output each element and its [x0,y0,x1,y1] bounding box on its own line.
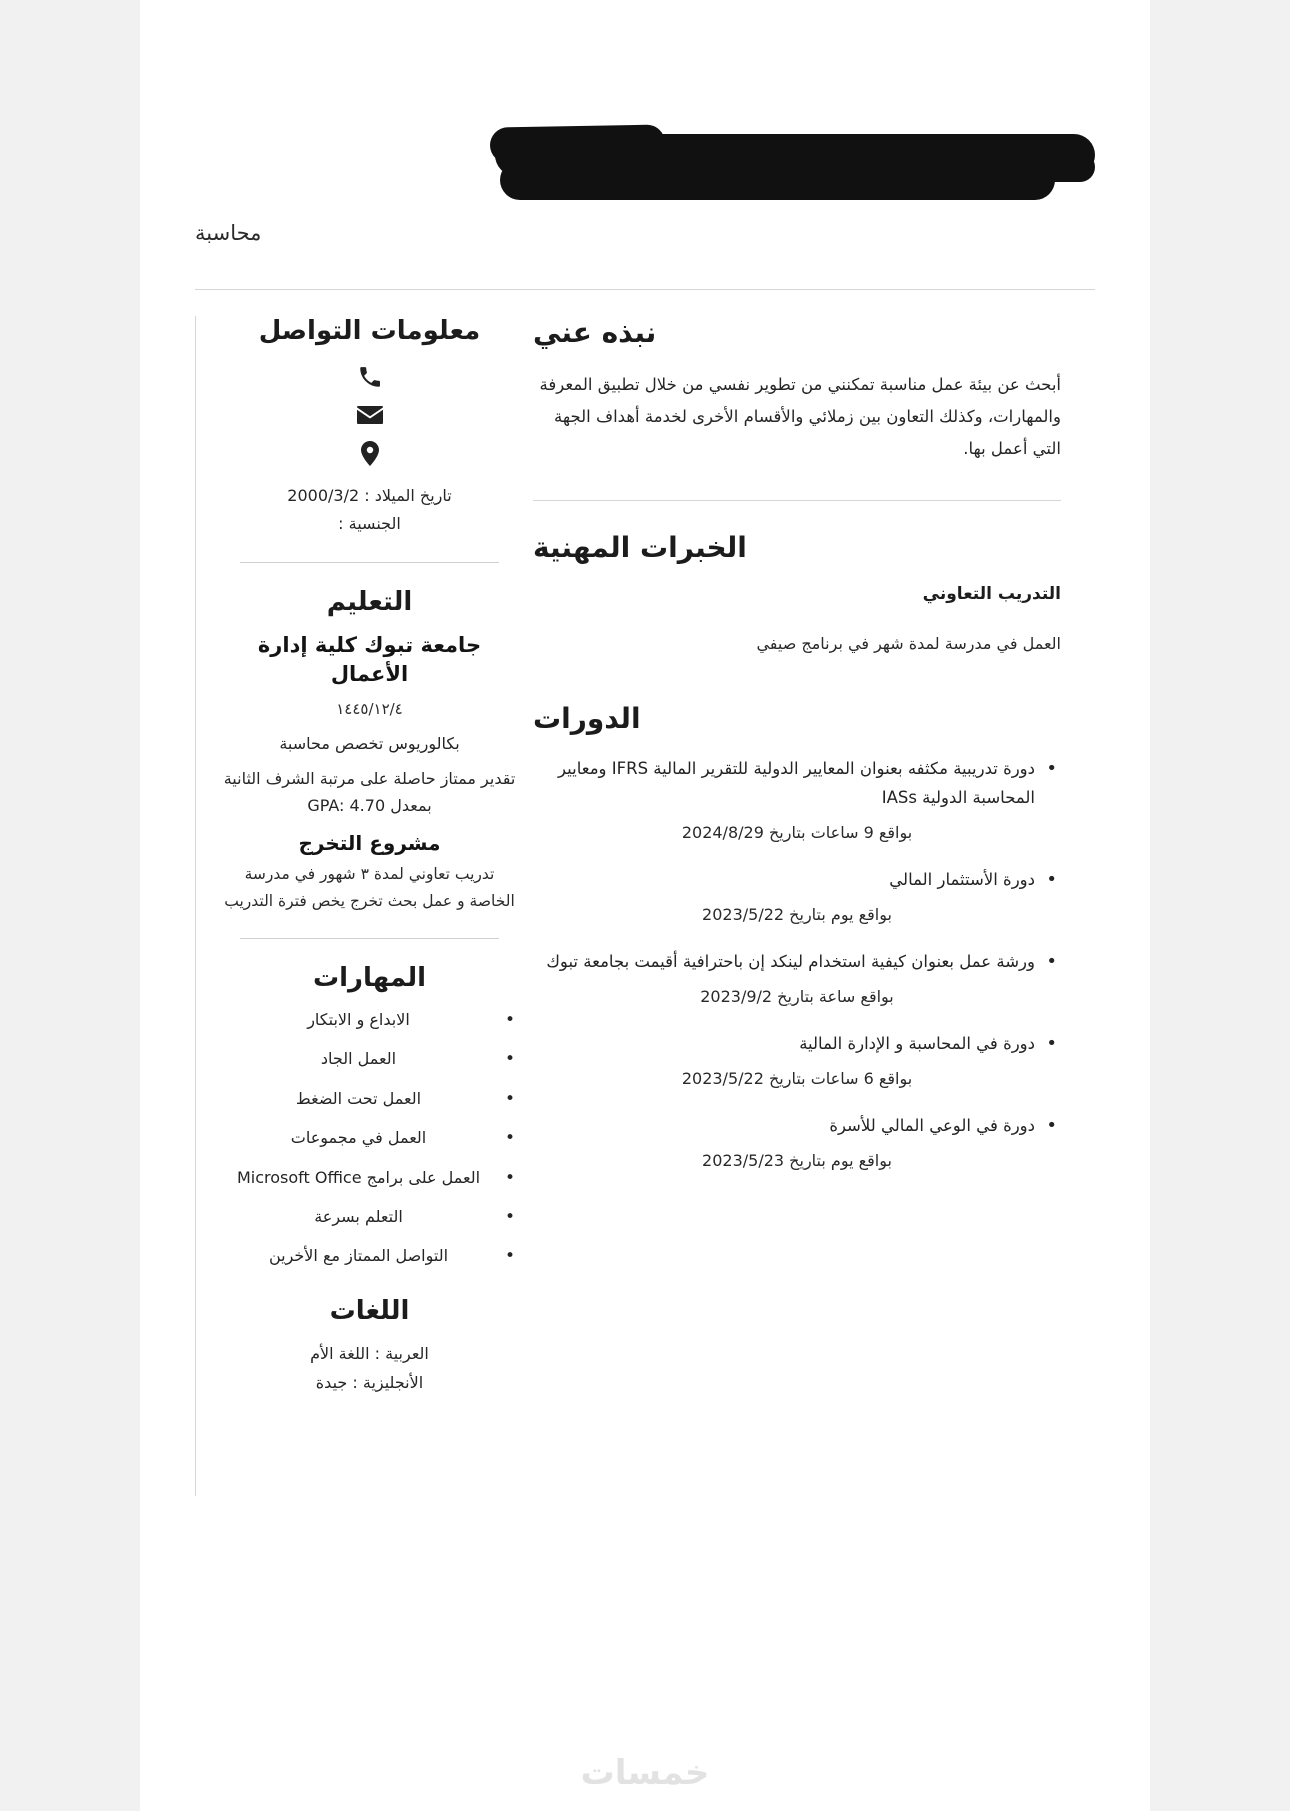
education-school: جامعة تبوك كلية إدارة الأعمال [257,633,482,687]
list-item [533,866,1061,924]
location-pin-icon [222,440,517,468]
languages-section-title: اللغات [329,1295,410,1326]
resume-body [195,316,1095,1496]
list-item: الأنجليزية : جيدة [315,1372,424,1392]
list-item: • العمل تحت الضغط [222,1086,517,1112]
skills-section-title: المهارات [312,963,427,994]
list-item [533,755,1061,842]
course-name: • ورشة عمل بعنوان كيفية استخدام لينكد إن باحترافية أقيمت بجامعة تبوك [533,948,1061,977]
course-meta: بواقع ساعة بتاريخ 2023/9/2 [700,986,894,1006]
contact-section-title: معلومات التواصل [258,316,481,346]
about-section-title: نبذه عني [533,316,657,349]
list-item: • التواصل الممتاز مع الأخرين [222,1243,517,1269]
course-name: • دورة تدريبية مكثفه بعنوان المعايير الدولية للتقرير المالية IFRS ومعايير المحاسبة الدولية IASs [533,755,1061,813]
birth-date: تاريخ الميلاد : 2000/3/2 [287,486,452,505]
nationality: الجنسية : [338,514,401,533]
course-name: • دورة في الوعي المالي للأسرة [533,1112,1061,1141]
list-item: • العمل الجاد [222,1046,517,1072]
redaction-bar [975,152,1095,182]
watermark: خمسات [580,1753,710,1793]
course-meta: بواقع يوم بتاريخ 2023/5/23 [702,1150,892,1170]
courses-list [533,755,1061,1169]
section-divider [533,500,1061,501]
redaction-bar [500,160,1055,200]
email-icon [222,404,517,426]
experience-section-title: الخبرات المهنية [533,530,747,564]
courses-section-title: الدورات [533,702,641,736]
list-item: • التعلم بسرعة [222,1204,517,1230]
about-text: أبحث عن بيئة عمل مناسبة تمكنني من تطوير نفسي من خلال تطبيق المعرفة والمهارات، وكذلك التعاون بين زملائي والأقسام الأخرى لخدمة أهداف الجهة التي أعمل بها. [539,375,1061,459]
list-item: • الابداع و الابتكار [222,1007,517,1033]
education-section-title: التعليم [326,587,413,617]
resume-sheet [140,0,1150,1811]
list-item: • العمل على برامج Microsoft Office [222,1165,517,1191]
course-name: • دورة في المحاسبة و الإدارة المالية [533,1030,1061,1059]
languages-list [222,1340,517,1398]
list-item: العربية : اللغة الأم [310,1343,429,1363]
list-item [533,1030,1061,1088]
list-item [533,948,1061,1006]
job-title: محاسبة [195,221,262,245]
sidebar-divider [240,562,499,563]
redaction-bar [490,124,666,163]
redacted-name-block [195,120,1095,215]
education-degree: بكالوريوس تخصص محاسبة [279,733,460,753]
sidebar-divider [240,938,499,939]
phone-icon [222,364,517,390]
sidebar-column [195,316,525,1496]
experience-description: العمل في مدرسة لمدة شهر في برنامج صيفي [756,633,1061,653]
contact-icons [222,364,517,468]
education-honors: تقدير ممتاز حاصلة على مرتبة الشرف الثانية بمعدل GPA: 4.70 [223,768,516,816]
course-name: • دورة الأستثمار المالي [533,866,1061,895]
contact-details [222,482,517,538]
course-meta: بواقع 6 ساعات بتاريخ 2023/5/22 [681,1068,913,1088]
course-meta: بواقع يوم بتاريخ 2023/5/22 [702,904,892,924]
graduation-project-text: تدريب تعاوني لمدة ٣ شهور في مدرسة الخاصة و عمل بحث تخرج يخص فترة التدريب [224,865,515,910]
education-date: ١٤٤٥/١٢/٤ [336,699,403,718]
graduation-project-title: مشروع التخرج [298,831,441,856]
skills-list [222,1007,517,1270]
experience-role: التدريب التعاوني [922,583,1061,604]
resume-header [195,0,1095,245]
list-item: • العمل في مجموعات [222,1125,517,1151]
header-divider [195,289,1095,290]
course-meta: بواقع 9 ساعات بتاريخ 2024/8/29 [681,823,913,843]
list-item [533,1112,1061,1170]
main-column [525,316,1095,1496]
